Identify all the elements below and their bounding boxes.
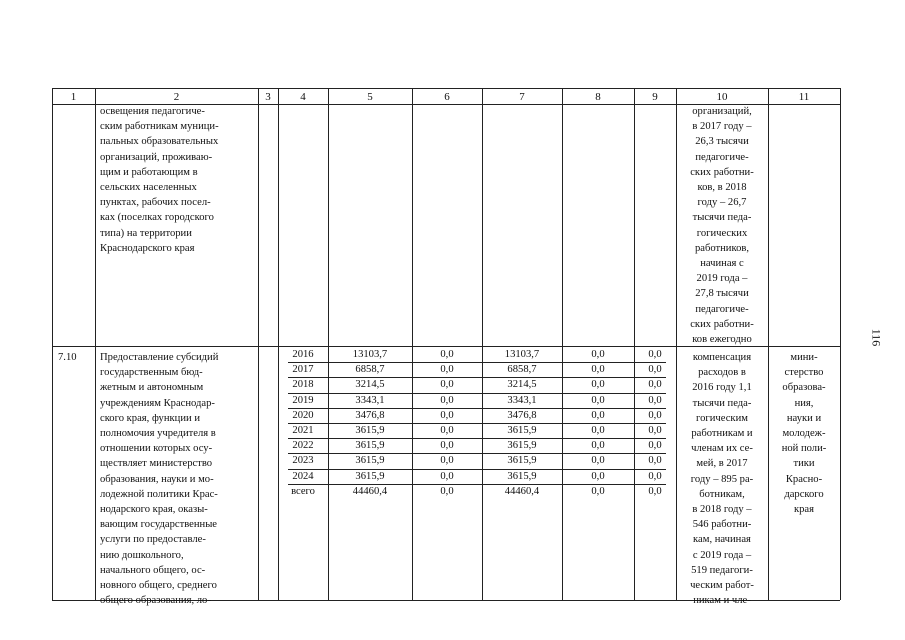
year-cell-year: 2016 xyxy=(292,349,314,360)
year-cell-c9: 0,0 xyxy=(648,349,662,360)
year-cell-c7: 6858,7 xyxy=(507,364,537,376)
year-cell-c6: 0,0 xyxy=(440,364,454,376)
year-cell-total: 3343,1 xyxy=(355,394,385,406)
continued-description: освещения педагогиче- ским работникам муници- пальных образовательных организаций, проживаю- щим и работающим в сельских населенных пунктах, рабочих посел- ках (поселках городского типа) на территории Краснодарского края xyxy=(100,106,219,254)
year-cell-c6: 0,0 xyxy=(440,485,454,497)
year-cell-c9: 0,0 xyxy=(648,379,662,391)
year-cell-c6: 0,0 xyxy=(440,394,454,406)
year-cell-c7: 44460,4 xyxy=(504,485,540,497)
year-cell-c8: 0,0 xyxy=(591,425,605,436)
year-cell-year: 2023 xyxy=(292,455,314,467)
header-cell-10: 10 xyxy=(716,91,728,103)
header-cell-11: 11 xyxy=(798,91,810,103)
col-border xyxy=(412,88,413,600)
header-cell-6: 6 xyxy=(444,91,450,103)
year-cell-c7: 3615,9 xyxy=(507,425,537,436)
year-cell-c7: 13103,7 xyxy=(504,349,540,360)
header-cell-8: 8 xyxy=(595,91,601,103)
header-cell-2: 2 xyxy=(173,91,180,103)
year-cell-total: 3615,9 xyxy=(355,455,385,467)
header-cell-7: 7 xyxy=(519,91,525,103)
header-cell-3: 3 xyxy=(265,91,271,103)
header-cell-9: 9 xyxy=(652,91,658,103)
col-border xyxy=(634,88,635,600)
year-cell-c6: 0,0 xyxy=(440,379,454,391)
year-cell-c9: 0,0 xyxy=(648,485,662,497)
col-border xyxy=(278,88,279,600)
year-cell-c6: 0,0 xyxy=(440,455,454,467)
row-description: Предоставление субсидий государственным бюд- жетным и автономным учреждениям Краснодар- ского края, функции и полномочия учредителя в отношении которых осу- ществляет министерство образования, науки и мо- лодежной политики Крас- нодарского края, оказы- вающим государственные услуги по предоставле- нию дошкольного, начального общего, ос- новного общего, среднего общего образования, ло- xyxy=(100,352,219,607)
col-border xyxy=(840,88,841,600)
year-cell-year: 2021 xyxy=(292,425,314,436)
page-number: 116 xyxy=(869,328,884,347)
year-cell-year: всего xyxy=(291,485,315,497)
year-cell-total: 6858,7 xyxy=(355,364,385,376)
row-executor: мини- стерство образова- ния, науки и молодеж- ной поли- тики Красно- дарского края xyxy=(781,352,827,516)
year-cell-c9: 0,0 xyxy=(648,425,662,436)
year-cell-c7: 3615,9 xyxy=(507,440,537,452)
year-cell-c8: 0,0 xyxy=(591,349,605,360)
year-cell-total: 3476,8 xyxy=(355,409,385,421)
table-top-border xyxy=(52,88,840,89)
year-cell-c8: 0,0 xyxy=(591,440,605,452)
year-cell-c9: 0,0 xyxy=(648,470,662,482)
col-border xyxy=(482,88,483,600)
year-cell-c9: 0,0 xyxy=(648,364,662,376)
year-cell-c8: 0,0 xyxy=(591,470,605,482)
year-cell-total: 13103,7 xyxy=(352,349,388,360)
year-cell-year: 2022 xyxy=(292,440,314,452)
year-cell-total: 3615,9 xyxy=(355,425,385,436)
year-cell-c7: 3476,8 xyxy=(507,409,537,421)
row-result: компенсация расходов в 2016 году 1,1 тысячи педа- гогическим работникам и членам их се- мей, в 2017 году – 895 ра- ботникам, в 2018 году – 546 работни- кам, начиная с 2019 года – 519 педагоги- ческим работ- никам и чле- xyxy=(690,352,754,607)
header-cell-4: 4 xyxy=(300,91,306,103)
year-cell-c8: 0,0 xyxy=(591,409,605,421)
year-cell-year: 2018 xyxy=(292,379,314,391)
year-cell-c6: 0,0 xyxy=(440,470,454,482)
year-cell-year: 2017 xyxy=(292,364,314,376)
year-cell-c9: 0,0 xyxy=(648,409,662,421)
year-cell-c6: 0,0 xyxy=(440,349,454,360)
header-cell-5: 5 xyxy=(367,91,373,103)
col-border xyxy=(258,88,259,600)
year-cell-c8: 0,0 xyxy=(591,485,605,497)
year-cell-c6: 0,0 xyxy=(440,440,454,452)
year-cell-year: 2024 xyxy=(292,470,314,482)
year-cell-total: 3615,9 xyxy=(355,470,385,482)
year-cell-c6: 0,0 xyxy=(440,409,454,421)
year-cell-c7: 3615,9 xyxy=(507,470,537,482)
year-cell-c9: 0,0 xyxy=(648,394,662,406)
year-cell-c6: 0,0 xyxy=(440,425,454,436)
header-cell-1: 1 xyxy=(70,91,77,103)
year-cell-total: 3214,5 xyxy=(355,379,385,391)
continued-result: организаций, в 2017 году – 26,3 тысячи педагогиче- ских работни- ков, в 2018 году – 26,7 тысячи педа- гогических работников, начиная с 2019 года – 27,8 тысячи педагогиче- ских работни- ков ежегодно xyxy=(690,106,754,346)
year-cell-year: 2020 xyxy=(292,409,314,421)
year-cell-year: 2019 xyxy=(292,394,314,406)
year-cell-total: 3615,9 xyxy=(355,440,385,452)
year-cell-c9: 0,0 xyxy=(648,455,662,467)
year-cell-c7: 3214,5 xyxy=(507,379,537,391)
col-border xyxy=(95,88,96,600)
year-cell-c7: 3343,1 xyxy=(507,394,537,406)
year-cell-total: 44460,4 xyxy=(352,485,388,497)
year-cell-c8: 0,0 xyxy=(591,379,605,391)
col-border xyxy=(328,88,329,600)
row-number: 7.10 xyxy=(58,352,77,363)
year-cell-c8: 0,0 xyxy=(591,394,605,406)
year-cell-c9: 0,0 xyxy=(648,440,662,452)
year-cell-c7: 3615,9 xyxy=(507,455,537,467)
col-border xyxy=(562,88,563,600)
col-border xyxy=(768,88,769,600)
year-cell-c8: 0,0 xyxy=(591,364,605,376)
year-cell-c8: 0,0 xyxy=(591,455,605,467)
col-border xyxy=(52,88,53,600)
